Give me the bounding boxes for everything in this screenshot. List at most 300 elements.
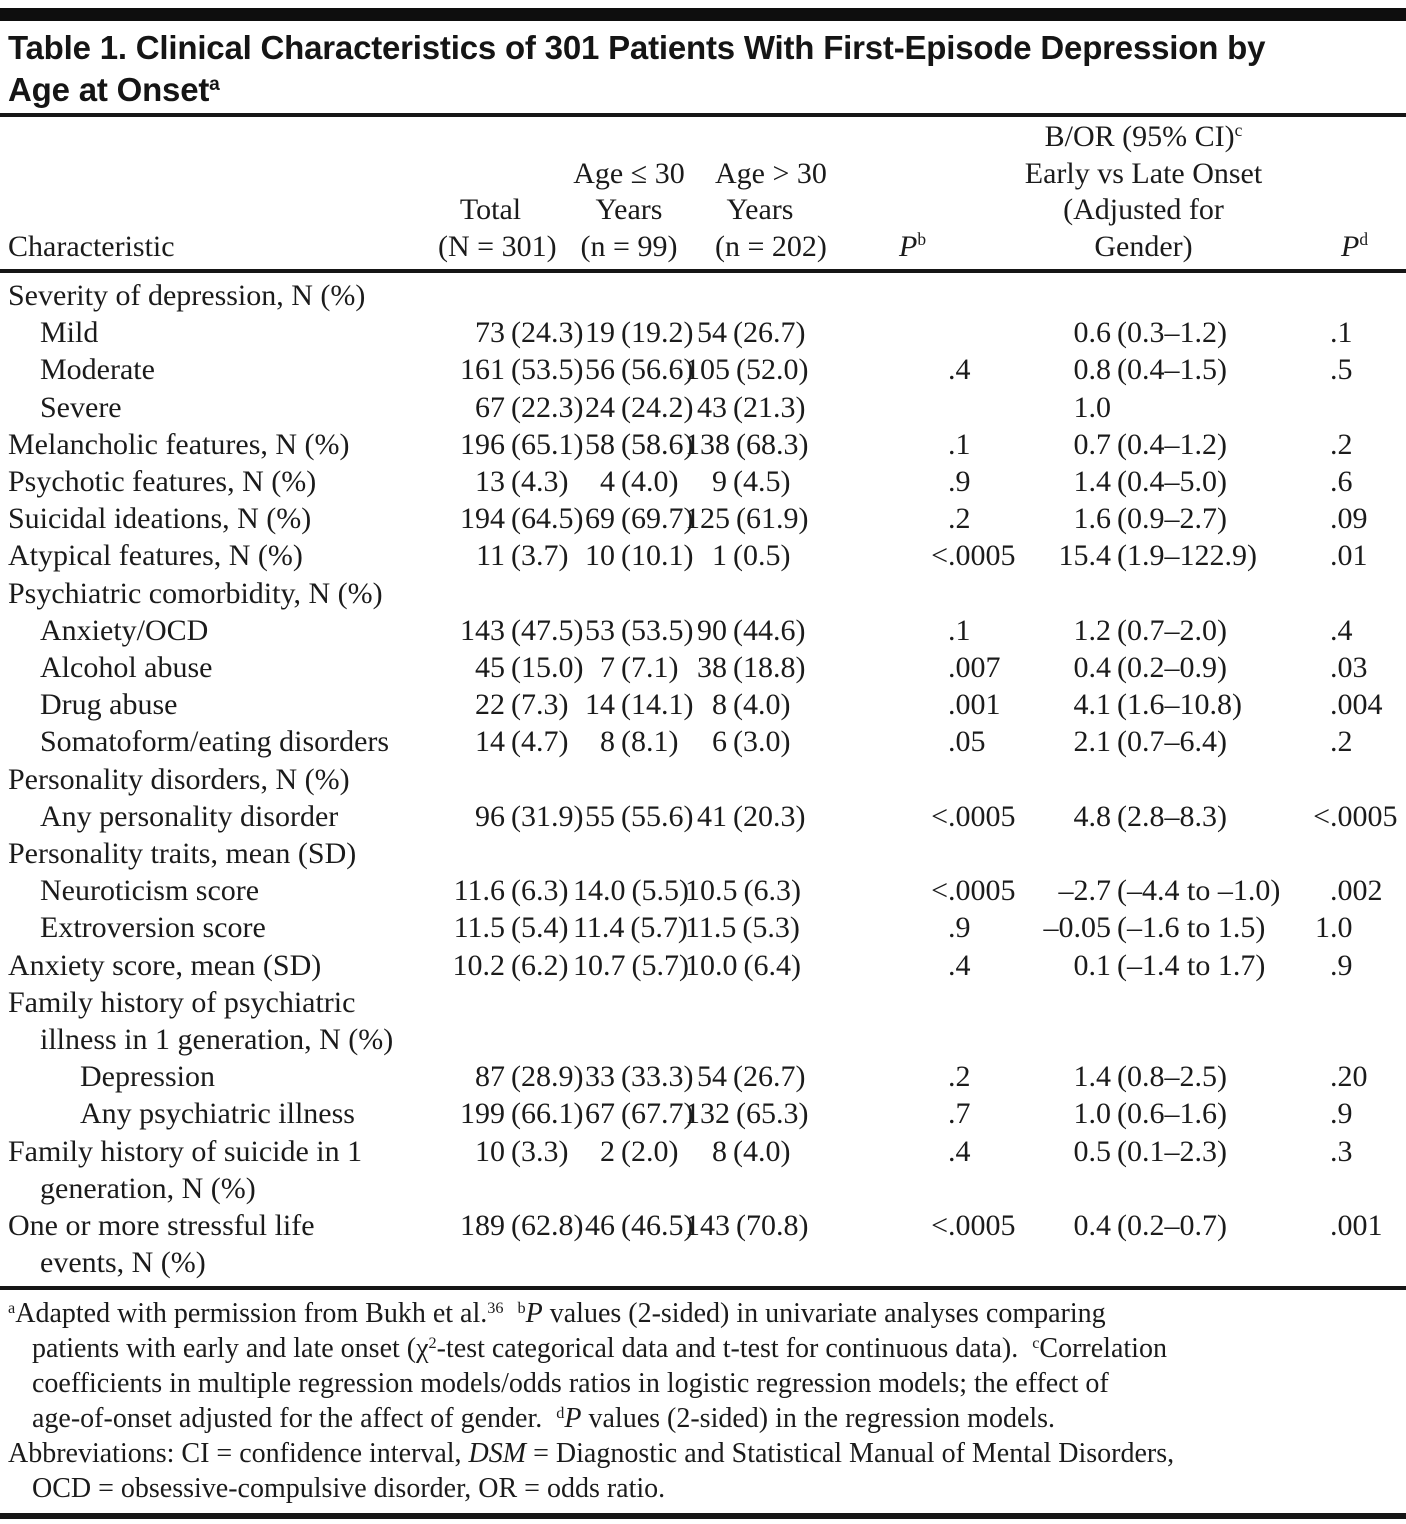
paren-part: (53.5) [511,353,584,387]
paren-part: (5.3) [742,911,800,945]
num-part: 1.0 [1073,390,1111,424]
p-value: .05 [948,725,986,759]
p-prefix: < [1313,799,1330,833]
p-prefix [805,500,948,537]
cell-age-gt-30 [685,314,805,351]
row-label: Anxiety/OCD [40,613,209,647]
cell-b-or-ci [1020,463,1267,500]
num-part: 41 [697,799,727,833]
cell-b-or-ci [1020,947,1267,984]
paren-part: (–1.6 to 1.5) [1117,911,1266,945]
cell-b-or-ci [1020,1058,1267,1095]
p-prefix [805,1095,948,1132]
paren-part: (3.0) [733,725,791,759]
cell-p-regression [1267,723,1398,760]
p-prefix: < [931,539,948,573]
num-part: 11.4 [573,911,625,945]
p-value: .2 [1330,427,1353,461]
table-header [0,117,1406,269]
num-part: 2.1 [1073,725,1111,759]
table-row [8,351,1398,388]
cell-age-le-30 [573,314,694,351]
num-part: 38 [697,651,727,685]
num-part: 58 [585,427,615,461]
p-value: .9 [948,911,971,945]
paren-part: (6.2) [511,948,569,982]
paren-part: (3.7) [511,539,569,573]
p-value: .9 [948,465,971,499]
p-prefix [805,612,948,649]
p-prefix: < [931,874,948,908]
num-part: 19 [585,316,615,350]
paren-part: (20.3) [733,799,806,833]
paren-part: (5.4) [511,911,569,945]
num-part: 13 [475,465,505,499]
p-prefix [1267,612,1330,649]
cell-p-regression [1267,500,1398,537]
num-part: 90 [697,613,727,647]
row-label: Depression [80,1060,215,1094]
paren-part: (61.9) [736,502,809,536]
cell-age-gt-30 [685,463,805,500]
p-prefix [805,909,948,946]
paren-part: (3.3) [511,1134,569,1168]
paren-part: (46.5) [621,1209,694,1243]
p-prefix [805,686,948,723]
table-row [8,872,1398,909]
table-row [8,1058,1398,1095]
paren-part: (58.6) [621,427,694,461]
row-label: Suicidal ideations, N (%) [8,502,312,536]
p-prefix: < [931,1209,948,1243]
cell-age-gt-30 [685,1207,809,1244]
cell-total [438,909,573,946]
num-part: 11.6 [453,874,505,908]
row-label: Drug abuse [40,688,178,722]
num-part: 8 [712,1134,727,1168]
p-value: .004 [1330,688,1383,722]
paren-part: (56.6) [621,353,694,387]
table-row [8,1133,1398,1207]
p-prefix [1267,426,1330,463]
paren-part: (1.6–10.8) [1117,688,1242,722]
num-part: 10.2 [452,948,505,982]
cell-age-le-30 [573,389,694,426]
p-prefix: 1 [1315,911,1330,945]
p-prefix [1267,500,1330,537]
cell-p-regression [1267,426,1398,463]
paren-part: (65.1) [511,427,584,461]
num-part: 161 [460,353,505,387]
num-part: 11.5 [685,911,737,945]
cell-p-univariate [805,909,1020,946]
cell-b-or-ci [1020,500,1267,537]
row-label: Anxiety score, mean (SD) [8,948,322,982]
p-value: .5 [1330,353,1353,387]
paren-part: (55.6) [621,799,694,833]
p-value: .001 [1330,1209,1383,1243]
paren-part: (0.4–1.5) [1117,353,1227,387]
table-title: Table 1. Clinical Characteristics of 301 Patients With First-Episode Depression by Age at Onset$^a$ [8,29,1266,108]
paren-part: (70.8) [736,1209,809,1243]
num-part: 11.5 [453,911,505,945]
cell-total [438,389,584,426]
table-row [8,500,1398,537]
cell-total [438,723,573,760]
cell-p-regression [1267,314,1398,351]
cell-total [438,463,573,500]
num-part: 132 [685,1097,730,1131]
row-label: Psychiatric comorbidity, N (%) [8,576,383,610]
num-part: –2.7 [1058,874,1111,908]
row-label: Moderate [40,353,155,387]
cell-total [438,612,584,649]
num-part: 0.1 [1073,948,1111,982]
num-part: 73 [475,316,505,350]
cell-p-regression [1267,537,1398,574]
row-label: Personality disorders, N (%) [8,762,350,796]
cell-age-le-30 [573,463,685,500]
paren-part: (8.1) [621,725,679,759]
cell-total [438,500,584,537]
paren-part: (–4.4 to –1.0) [1117,874,1281,908]
p-prefix [1267,947,1330,984]
col-header-p-regression: $P^d$ [1340,229,1369,263]
cell-age-gt-30 [685,612,805,649]
p-value: .4 [1330,613,1353,647]
num-part: 0.6 [1073,316,1111,350]
num-part: 11 [476,539,505,573]
row-label: Any personality disorder [40,799,339,833]
paren-part: (0.9–2.7) [1117,502,1227,536]
cell-p-univariate [805,500,1020,537]
cell-p-regression [1267,1207,1398,1244]
paren-part: (52.0) [736,353,809,387]
num-part: 67 [585,1097,615,1131]
cell-b-or-ci [1020,723,1267,760]
p-value: .9 [1330,1097,1353,1131]
p-value: .2 [1330,725,1353,759]
num-part: 87 [475,1060,505,1094]
col-header-characteristic: Characteristic [8,229,175,263]
cell-p-univariate [805,426,1020,463]
table-row [8,798,1398,835]
num-part: 138 [685,427,730,461]
col-header-age-le-30: Age ≤ 30 Years (n = 99) [573,156,685,263]
p-prefix [805,649,948,686]
cell-p-univariate [805,947,1020,984]
num-part: 143 [685,1209,730,1243]
cell-p-univariate [805,463,1020,500]
p-prefix [1267,686,1330,723]
paren-part: (10.1) [621,539,694,573]
paren-part: (21.3) [733,390,806,424]
paren-part: (65.3) [736,1097,809,1131]
row-label: Extroversion score [40,911,266,945]
cell-age-gt-30 [685,500,809,537]
paren-part: (2.8–8.3) [1117,799,1227,833]
col-header-age-gt-30: Age > 30 Years (n = 202) [715,156,827,263]
num-part: 196 [460,427,505,461]
paren-part: (0.7–2.0) [1117,613,1227,647]
num-part: 10.0 [685,948,738,982]
p-prefix [1267,872,1330,909]
cell-p-univariate [805,612,1020,649]
paren-part: (62.8) [511,1209,584,1243]
paren-part: (24.2) [621,390,694,424]
paren-part: (33.3) [621,1060,694,1094]
cell-total [438,1095,584,1132]
cell-total [438,947,573,984]
paren-part: (0.2–0.7) [1117,1209,1227,1243]
cell-age-gt-30 [685,723,805,760]
cell-age-gt-30 [685,947,805,984]
num-part: –0.05 [1043,911,1111,945]
cell-total [438,686,573,723]
cell-p-univariate [805,1133,1020,1170]
paren-part: (–1.4 to 1.7) [1117,948,1266,982]
cell-p-regression [1267,351,1398,388]
p-value: .09 [1330,502,1368,536]
cell-b-or-ci [1020,1095,1267,1132]
num-part: 10.5 [685,874,738,908]
paren-part: (66.1) [511,1097,584,1131]
num-part: 14.0 [573,874,626,908]
paren-part: (5.5) [631,874,689,908]
paren-part: (0.5) [733,539,791,573]
cell-total [438,1133,573,1170]
p-prefix [1267,649,1330,686]
paren-part: (68.3) [736,427,809,461]
footnote-abbreviations: Abbreviations: CI = confidence interval, DSM = Diagnostic and Statistical Manual of Mental Disorders, OCD = obsessive-compulsive disorder, OR = odds ratio. [8,1438,1175,1505]
paren-part: (53.5) [621,613,694,647]
num-part: 9 [712,465,727,499]
footnotes [0,1290,1406,1513]
paren-part: (0.3–1.2) [1117,316,1227,350]
cell-age-le-30 [573,723,685,760]
paren-part: (4.7) [511,725,569,759]
paren-part: (1.9–122.9) [1117,539,1257,573]
cell-p-regression [1267,947,1398,984]
num-part: 46 [585,1209,615,1243]
p-value: .20 [1330,1060,1368,1094]
paren-part: (0.4–1.2) [1117,427,1227,461]
cell-age-gt-30 [685,649,805,686]
table-group-row [8,575,1398,612]
num-part: 67 [475,390,505,424]
p-prefix [805,463,948,500]
row-label: Personality traits, mean (SD) [8,837,357,871]
col-header-total: Total (N = 301) [438,193,557,263]
p-prefix [805,1133,948,1170]
paren-part: (4.0) [733,1134,791,1168]
num-part: 1.2 [1073,613,1111,647]
table-body [0,273,1406,1286]
paren-part [1117,389,1267,426]
num-part: 6 [712,725,727,759]
cell-p-univariate [805,1095,1020,1132]
cell-b-or-ci [1020,909,1267,946]
p-value: .03 [1330,651,1368,685]
paren-part: (4.0) [733,688,791,722]
cell-p-regression [1267,1095,1398,1132]
cell-b-or-ci [1020,612,1267,649]
p-prefix [1267,1095,1330,1132]
p-prefix [805,1058,948,1095]
p-prefix [1267,1207,1330,1244]
num-part: 0.8 [1073,353,1111,387]
p-prefix [1267,463,1330,500]
num-part: 4.8 [1073,799,1111,833]
paren-part: (28.9) [511,1060,584,1094]
cell-age-le-30 [573,1207,694,1244]
p-value: .4 [948,1134,971,1168]
paren-part: (14.1) [621,688,694,722]
cell-b-or-ci [1020,351,1267,388]
cell-total [438,649,584,686]
cell-total [438,537,573,574]
paren-part: (0.4–5.0) [1117,465,1227,499]
p-prefix [1267,351,1330,388]
cell-p-univariate [805,872,1020,909]
cell-b-or-ci [1020,1133,1267,1170]
cell-b-or-ci [1020,314,1267,351]
paren-part: (7.1) [621,651,679,685]
paren-part: (19.2) [621,316,694,350]
cell-p-univariate [805,351,1020,388]
cell-total [438,314,584,351]
cell-age-gt-30 [685,1133,805,1170]
top-rule [0,8,1406,21]
cell-age-le-30 [573,798,694,835]
p-value: .1 [948,613,971,647]
num-part: 45 [475,651,505,685]
paren-part: (24.3) [511,316,584,350]
cell-total [438,798,584,835]
num-part: 24 [585,390,615,424]
p-value: .0005 [948,539,1016,573]
num-part: 1.4 [1073,1060,1111,1094]
table-row [8,1207,1398,1281]
p-value: .0005 [1330,799,1398,833]
table-group-row [8,277,1398,314]
num-part: 0.5 [1073,1134,1111,1168]
row-label: Psychotic features, N (%) [8,465,317,499]
table-row [8,426,1398,463]
p-prefix [1267,537,1330,574]
paren-part: (4.3) [511,465,569,499]
p-value: .6 [1330,465,1353,499]
num-part: 0.4 [1073,651,1111,685]
p-value: .1 [948,427,971,461]
p-value: .001 [948,688,1001,722]
col-header-b-or-ci: B/OR (95% CI)$^c$ Early vs Late Onset (Adjusted for Gender) [1024,119,1263,263]
cell-b-or-ci [1020,649,1267,686]
paren-part: (4.5) [733,465,791,499]
cell-p-regression [1267,909,1398,946]
paren-part: (5.7) [630,911,688,945]
cell-p-regression [1267,872,1398,909]
num-part: 7 [600,651,615,685]
paren-part: (6.3) [743,874,801,908]
row-label: Any psychiatric illness [80,1097,355,1131]
p-value: .0005 [948,1209,1016,1243]
cell-age-le-30 [573,686,694,723]
cell-age-gt-30 [685,1058,805,1095]
paren-part: (47.5) [511,613,584,647]
num-part: 105 [685,353,730,387]
cell-b-or-ci [1020,686,1267,723]
cell-age-le-30 [573,1095,694,1132]
num-part: 96 [475,799,505,833]
num-part: 10 [585,539,615,573]
num-part: 143 [460,613,505,647]
num-part: 1.4 [1073,465,1111,499]
table-row [8,686,1398,723]
paren-part: (15.0) [511,651,584,685]
num-part: 1.0 [1073,1097,1111,1131]
cell-p-regression [1267,798,1398,835]
cell-p-regression [1267,649,1398,686]
cell-b-or-ci [1020,426,1267,463]
cell-age-gt-30 [685,1095,809,1132]
cell-age-gt-30 [685,909,805,946]
cell-age-gt-30 [685,872,805,909]
row-label: Mild [40,316,99,350]
table-group-row [8,984,1398,1058]
num-part: 22 [475,688,505,722]
num-part: 0.4 [1073,1209,1111,1243]
table-row [8,612,1398,649]
p-value: .9 [1330,948,1353,982]
cell-b-or-ci [1020,872,1281,909]
cell-age-le-30 [573,500,694,537]
p-prefix [805,351,948,388]
cell-age-le-30 [573,1058,694,1095]
cell-age-gt-30 [685,351,809,388]
table-row [8,649,1398,686]
cell-p-univariate [805,1058,1020,1095]
table-row [8,723,1398,760]
bottom-rule [0,1513,1406,1519]
cell-p-regression [1267,612,1398,649]
table-row [8,537,1398,574]
cell-age-gt-30 [685,798,805,835]
cell-age-le-30 [573,612,694,649]
cell-b-or-ci [1020,537,1267,574]
cell-age-le-30 [573,537,694,574]
paren-part: (5.7) [631,948,689,982]
paren-part: (69.7) [621,502,694,536]
p-value: .007 [948,651,1001,685]
paren-part: (0.1–2.3) [1117,1134,1227,1168]
cell-p-regression [1267,686,1398,723]
cell-p-univariate [805,1207,1020,1244]
p-value: .1 [1330,316,1353,350]
num-part: 8 [600,725,615,759]
p-prefix [805,426,948,463]
cell-age-le-30 [573,351,694,388]
cell-b-or-ci [1020,798,1267,835]
cell-p-univariate [805,723,1020,760]
p-value: .002 [1330,874,1383,908]
row-label: Family history of psychiatric illness in 1 generation, N (%) [8,985,394,1057]
num-part: 1.6 [1073,502,1111,536]
row-label: Melancholic features, N (%) [8,427,350,461]
cell-age-gt-30 [685,389,805,426]
p-value: .01 [1330,539,1368,573]
p-prefix [805,947,948,984]
